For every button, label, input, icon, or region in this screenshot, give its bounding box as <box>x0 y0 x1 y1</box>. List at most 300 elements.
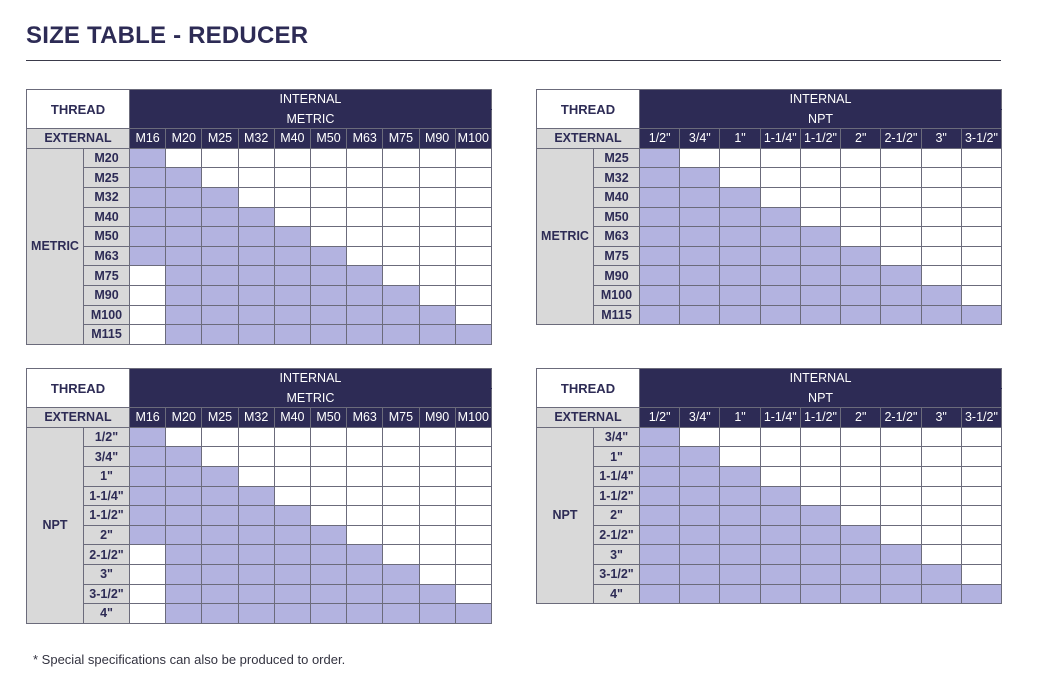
empty-cell <box>881 246 921 266</box>
compatible-cell <box>166 545 202 565</box>
empty-cell <box>455 246 491 266</box>
column-header: M40 <box>274 408 310 428</box>
compatible-cell <box>881 584 921 604</box>
empty-cell <box>760 168 800 188</box>
compatible-cell <box>274 545 310 565</box>
column-header: M25 <box>202 129 238 149</box>
empty-cell <box>202 168 238 188</box>
compatible-cell <box>202 525 238 545</box>
empty-cell <box>238 168 274 188</box>
compatible-cell <box>238 246 274 266</box>
table-row <box>537 246 1002 266</box>
compatible-cell <box>166 266 202 286</box>
compatible-cell <box>202 285 238 305</box>
empty-cell <box>720 148 760 168</box>
compatible-cell <box>760 564 800 584</box>
empty-cell <box>383 266 419 286</box>
size-table-metric-metric <box>26 89 492 345</box>
empty-cell <box>310 427 346 447</box>
empty-cell <box>455 486 491 506</box>
compatible-cell <box>640 466 680 486</box>
empty-cell <box>881 525 921 545</box>
compatible-cell <box>238 584 274 604</box>
column-header: 2" <box>841 408 881 428</box>
table-row <box>537 564 1002 584</box>
compatible-cell <box>640 246 680 266</box>
row-label: 3" <box>594 545 640 565</box>
empty-cell <box>455 545 491 565</box>
empty-cell <box>921 486 961 506</box>
compatible-cell <box>202 266 238 286</box>
table-row <box>537 285 1002 305</box>
empty-cell <box>383 227 419 247</box>
empty-cell <box>419 486 455 506</box>
table-row <box>537 584 1002 604</box>
empty-cell <box>347 466 383 486</box>
row-label: M63 <box>594 227 640 247</box>
compatible-cell <box>166 227 202 247</box>
internal-type-label: NPT <box>640 109 1002 129</box>
internal-label: INTERNAL <box>130 90 492 110</box>
external-label: EXTERNAL <box>27 129 130 149</box>
compatible-cell <box>680 486 720 506</box>
empty-cell <box>310 447 346 467</box>
empty-cell <box>310 466 346 486</box>
compatible-cell <box>347 604 383 624</box>
empty-cell <box>130 266 166 286</box>
compatible-cell <box>455 604 491 624</box>
compatible-cell <box>419 325 455 345</box>
empty-cell <box>419 525 455 545</box>
column-header: M20 <box>166 129 202 149</box>
external-label: EXTERNAL <box>27 408 130 428</box>
thread-label: THREAD <box>27 369 130 408</box>
compatible-cell <box>202 325 238 345</box>
row-label: M90 <box>594 266 640 286</box>
empty-cell <box>202 447 238 467</box>
empty-cell <box>881 168 921 188</box>
row-label: M50 <box>594 207 640 227</box>
compatible-cell <box>130 227 166 247</box>
column-header: 1-1/4" <box>760 408 800 428</box>
column-header: M90 <box>419 129 455 149</box>
empty-cell <box>841 466 881 486</box>
empty-cell <box>383 246 419 266</box>
compatible-cell <box>640 305 680 325</box>
compatible-cell <box>760 506 800 526</box>
row-label: M100 <box>84 305 130 325</box>
empty-cell <box>347 486 383 506</box>
compatible-cell <box>347 545 383 565</box>
compatible-cell <box>680 285 720 305</box>
empty-cell <box>347 187 383 207</box>
external-label: EXTERNAL <box>537 129 640 149</box>
compatible-cell <box>680 564 720 584</box>
empty-cell <box>383 168 419 188</box>
compatible-cell <box>841 246 881 266</box>
compatible-cell <box>680 506 720 526</box>
compatible-cell <box>383 564 419 584</box>
empty-cell <box>881 227 921 247</box>
compatible-cell <box>166 604 202 624</box>
empty-cell <box>881 427 921 447</box>
compatible-cell <box>310 285 346 305</box>
empty-cell <box>455 187 491 207</box>
column-header: M63 <box>347 129 383 149</box>
compatible-cell <box>760 246 800 266</box>
empty-cell <box>921 427 961 447</box>
table-row <box>27 525 492 545</box>
empty-cell <box>455 506 491 526</box>
empty-cell <box>680 148 720 168</box>
compatible-cell <box>760 584 800 604</box>
external-type-label: NPT <box>27 427 84 623</box>
column-header: M20 <box>166 408 202 428</box>
compatible-cell <box>720 285 760 305</box>
size-table-npt-metric <box>26 368 492 624</box>
compatible-cell <box>841 285 881 305</box>
compatible-cell <box>238 325 274 345</box>
empty-cell <box>881 506 921 526</box>
compatible-cell <box>640 447 680 467</box>
compatible-cell <box>921 564 961 584</box>
table-row <box>27 266 492 286</box>
compatible-cell <box>800 525 840 545</box>
compatible-cell <box>720 506 760 526</box>
empty-cell <box>383 148 419 168</box>
compatible-cell <box>274 604 310 624</box>
header-row <box>537 90 1002 110</box>
empty-cell <box>455 447 491 467</box>
compatible-cell <box>720 187 760 207</box>
column-header: 1/2" <box>640 408 680 428</box>
compatible-cell <box>720 466 760 486</box>
row-label: 2" <box>594 506 640 526</box>
compatible-cell <box>760 545 800 565</box>
table-row <box>537 187 1002 207</box>
column-header: M63 <box>347 408 383 428</box>
empty-cell <box>347 525 383 545</box>
empty-cell <box>800 486 840 506</box>
empty-cell <box>383 207 419 227</box>
table-row <box>27 604 492 624</box>
footnote: * Special specifications can also be produced to order. <box>33 652 346 667</box>
empty-cell <box>238 148 274 168</box>
row-label: 4" <box>594 584 640 604</box>
compatible-cell <box>274 305 310 325</box>
compatible-cell <box>347 584 383 604</box>
compatible-cell <box>238 305 274 325</box>
compatible-cell <box>274 506 310 526</box>
empty-cell <box>130 545 166 565</box>
row-label: 1-1/4" <box>84 486 130 506</box>
row-label: 3" <box>84 564 130 584</box>
compatible-cell <box>760 266 800 286</box>
compatible-cell <box>640 564 680 584</box>
table-row <box>27 246 492 266</box>
column-header: 1/2" <box>640 129 680 149</box>
compatible-cell <box>166 525 202 545</box>
compatible-cell <box>347 305 383 325</box>
compatible-cell <box>238 207 274 227</box>
empty-cell <box>961 187 1001 207</box>
column-header: M16 <box>130 408 166 428</box>
column-header: 1-1/2" <box>800 408 840 428</box>
empty-cell <box>961 207 1001 227</box>
compatible-cell <box>238 564 274 584</box>
compatible-cell <box>881 564 921 584</box>
column-header: 2-1/2" <box>881 408 921 428</box>
empty-cell <box>961 447 1001 467</box>
compatible-cell <box>310 545 346 565</box>
compatible-cell <box>310 525 346 545</box>
internal-type-label: METRIC <box>130 109 492 129</box>
row-label: M25 <box>594 148 640 168</box>
empty-cell <box>455 168 491 188</box>
empty-cell <box>961 427 1001 447</box>
compatible-cell <box>166 305 202 325</box>
compatible-cell <box>680 584 720 604</box>
column-header: 1-1/4" <box>760 129 800 149</box>
column-header: 1" <box>720 129 760 149</box>
row-label: 1/2" <box>84 427 130 447</box>
row-label: M63 <box>84 246 130 266</box>
empty-cell <box>921 207 961 227</box>
compatible-cell <box>419 604 455 624</box>
compatible-cell <box>274 285 310 305</box>
empty-cell <box>419 545 455 565</box>
empty-cell <box>961 148 1001 168</box>
column-header: 3" <box>921 129 961 149</box>
row-label: M32 <box>84 187 130 207</box>
empty-cell <box>881 207 921 227</box>
table-row <box>27 486 492 506</box>
empty-cell <box>881 486 921 506</box>
empty-cell <box>881 148 921 168</box>
empty-cell <box>921 466 961 486</box>
empty-cell <box>166 427 202 447</box>
empty-cell <box>961 525 1001 545</box>
compatible-cell <box>720 564 760 584</box>
row-label: M25 <box>84 168 130 188</box>
table-row <box>27 148 492 168</box>
empty-cell <box>202 427 238 447</box>
empty-cell <box>130 584 166 604</box>
compatible-cell <box>202 466 238 486</box>
compatible-cell <box>310 564 346 584</box>
table-row <box>537 486 1002 506</box>
compatible-cell <box>841 266 881 286</box>
compatible-cell <box>347 564 383 584</box>
empty-cell <box>800 207 840 227</box>
empty-cell <box>347 447 383 467</box>
compatible-cell <box>274 246 310 266</box>
external-label: EXTERNAL <box>537 408 640 428</box>
compatible-cell <box>640 486 680 506</box>
empty-cell <box>274 148 310 168</box>
empty-cell <box>455 266 491 286</box>
empty-cell <box>238 466 274 486</box>
table-row <box>537 506 1002 526</box>
row-label: 1-1/2" <box>84 506 130 526</box>
empty-cell <box>310 227 346 247</box>
compatible-cell <box>310 246 346 266</box>
row-label: 1-1/2" <box>594 486 640 506</box>
empty-cell <box>130 285 166 305</box>
table-row <box>27 207 492 227</box>
compatible-cell <box>800 506 840 526</box>
empty-cell <box>274 187 310 207</box>
empty-cell <box>881 187 921 207</box>
compatible-cell <box>238 486 274 506</box>
compatible-cell <box>238 525 274 545</box>
table-row <box>537 148 1002 168</box>
empty-cell <box>383 466 419 486</box>
table-row <box>27 227 492 247</box>
row-label: M90 <box>84 285 130 305</box>
internal-type-label: METRIC <box>130 388 492 408</box>
compatible-cell <box>720 227 760 247</box>
compatible-cell <box>881 285 921 305</box>
column-header: 3" <box>921 408 961 428</box>
compatible-cell <box>640 545 680 565</box>
empty-cell <box>961 545 1001 565</box>
compatible-cell <box>238 227 274 247</box>
compatible-cell <box>310 266 346 286</box>
compatible-cell <box>760 525 800 545</box>
compatible-cell <box>166 506 202 526</box>
size-table-npt-npt <box>536 368 1002 604</box>
empty-cell <box>720 427 760 447</box>
row-label: 1-1/4" <box>594 466 640 486</box>
empty-cell <box>347 148 383 168</box>
compatible-cell <box>202 604 238 624</box>
compatible-cell <box>760 285 800 305</box>
empty-cell <box>760 148 800 168</box>
compatible-cell <box>720 486 760 506</box>
compatible-cell <box>166 285 202 305</box>
empty-cell <box>310 187 346 207</box>
table-row <box>27 545 492 565</box>
empty-cell <box>961 486 1001 506</box>
column-header: 3-1/2" <box>961 408 1001 428</box>
compatible-cell <box>166 187 202 207</box>
column-header-row <box>27 408 492 428</box>
table-row <box>27 466 492 486</box>
compatible-cell <box>274 227 310 247</box>
empty-cell <box>720 447 760 467</box>
empty-cell <box>961 466 1001 486</box>
empty-cell <box>310 207 346 227</box>
empty-cell <box>961 285 1001 305</box>
column-header-row <box>27 129 492 149</box>
compatible-cell <box>130 466 166 486</box>
empty-cell <box>881 447 921 467</box>
compatible-cell <box>800 305 840 325</box>
table-row <box>537 227 1002 247</box>
thread-label: THREAD <box>537 369 640 408</box>
compatible-cell <box>130 148 166 168</box>
empty-cell <box>274 427 310 447</box>
compatible-cell <box>202 545 238 565</box>
empty-cell <box>274 486 310 506</box>
external-type-label: NPT <box>537 427 594 603</box>
empty-cell <box>419 285 455 305</box>
header-row <box>27 369 492 389</box>
compatible-cell <box>130 506 166 526</box>
compatible-cell <box>274 525 310 545</box>
row-label: M32 <box>594 168 640 188</box>
empty-cell <box>274 207 310 227</box>
row-label: 2" <box>84 525 130 545</box>
empty-cell <box>419 564 455 584</box>
empty-cell <box>760 187 800 207</box>
compatible-cell <box>720 246 760 266</box>
external-type-label: METRIC <box>27 148 84 344</box>
compatible-cell <box>130 187 166 207</box>
empty-cell <box>310 506 346 526</box>
table-row <box>537 266 1002 286</box>
column-header: M50 <box>310 408 346 428</box>
table-row <box>537 305 1002 325</box>
compatible-cell <box>238 545 274 565</box>
thread-label: THREAD <box>27 90 130 129</box>
column-header: M100 <box>455 129 491 149</box>
compatible-cell <box>760 305 800 325</box>
empty-cell <box>680 427 720 447</box>
compatible-cell <box>760 227 800 247</box>
empty-cell <box>419 506 455 526</box>
empty-cell <box>841 207 881 227</box>
row-label: 1" <box>84 466 130 486</box>
compatible-cell <box>383 305 419 325</box>
compatible-cell <box>680 187 720 207</box>
empty-cell <box>921 545 961 565</box>
table-row <box>27 427 492 447</box>
table-row <box>27 447 492 467</box>
empty-cell <box>419 227 455 247</box>
compatible-cell <box>202 227 238 247</box>
empty-cell <box>921 506 961 526</box>
compatible-cell <box>800 584 840 604</box>
empty-cell <box>841 187 881 207</box>
empty-cell <box>921 246 961 266</box>
empty-cell <box>921 266 961 286</box>
column-header-row <box>537 129 1002 149</box>
compatible-cell <box>130 427 166 447</box>
compatible-cell <box>680 466 720 486</box>
empty-cell <box>455 525 491 545</box>
table-row <box>537 168 1002 188</box>
row-label: 2-1/2" <box>84 545 130 565</box>
internal-type-label: NPT <box>640 388 1002 408</box>
compatible-cell <box>130 246 166 266</box>
compatible-cell <box>640 148 680 168</box>
compatible-cell <box>347 325 383 345</box>
compatible-cell <box>680 246 720 266</box>
empty-cell <box>921 168 961 188</box>
compatible-cell <box>841 525 881 545</box>
row-label: M75 <box>84 266 130 286</box>
table-row <box>27 305 492 325</box>
compatible-cell <box>841 305 881 325</box>
compatible-cell <box>881 545 921 565</box>
compatible-cell <box>640 168 680 188</box>
empty-cell <box>310 486 346 506</box>
column-header: M32 <box>238 129 274 149</box>
compatible-cell <box>383 604 419 624</box>
column-header: M100 <box>455 408 491 428</box>
